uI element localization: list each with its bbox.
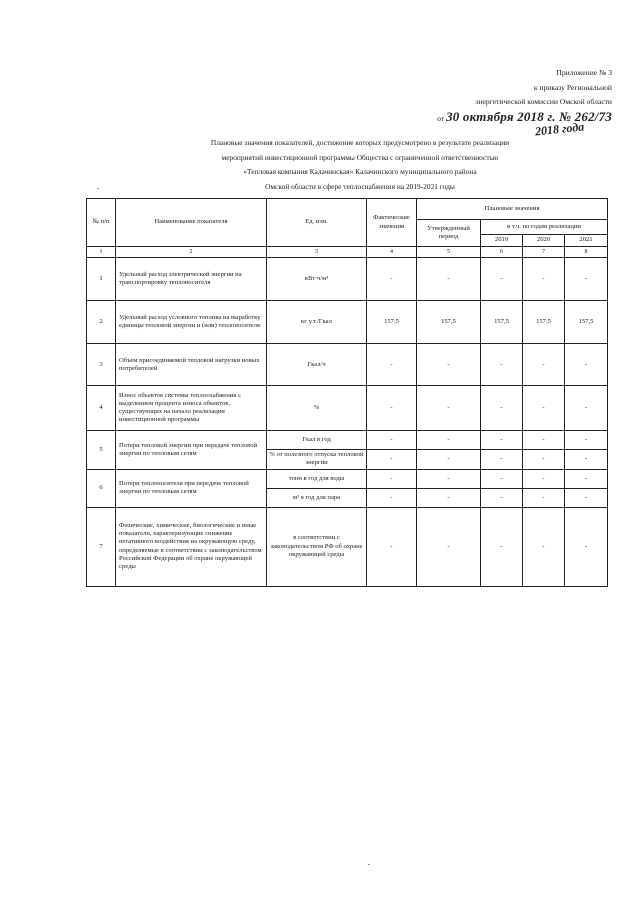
value-2021: - <box>565 507 608 586</box>
row-number: 7 <box>87 507 116 586</box>
indicator-name: Потери теплоносителя при передаче тепловой энергии по тепловым сетям <box>116 469 267 507</box>
col-number: 2 <box>116 247 267 258</box>
row-number: 2 <box>87 301 116 344</box>
table-row <box>87 344 608 386</box>
scan-speck <box>97 188 99 189</box>
table-row <box>87 469 608 488</box>
indicator-unit: Гкал в год <box>267 431 367 450</box>
value-2020: - <box>523 386 565 431</box>
value-actual: - <box>367 431 417 450</box>
value-2021: - <box>565 469 608 488</box>
approval-line-2: к приказу Региональной <box>533 82 612 92</box>
value-2019: - <box>481 258 523 301</box>
indicator-unit: % <box>267 386 367 431</box>
value-approved: - <box>417 344 481 386</box>
col-number: 8 <box>565 247 608 258</box>
approval-line-3: энергетической комиссии Омской области <box>475 97 612 106</box>
value-actual: - <box>367 507 417 586</box>
col-number: 5 <box>417 247 481 258</box>
value-2020: - <box>523 469 565 488</box>
row-number: 5 <box>87 431 116 469</box>
approval-block <box>412 66 612 126</box>
header-approved: Утвержденный период <box>417 220 481 247</box>
value-2020: 157,5 <box>523 301 565 344</box>
value-actual: - <box>367 258 417 301</box>
value-2021: - <box>565 431 608 450</box>
header-row-1 <box>87 199 608 220</box>
indicator-unit: Гкал/ч <box>267 344 367 386</box>
value-2019: - <box>481 344 523 386</box>
indicator-name: Объем присоединяемой тепловой нагрузки новых потребителей <box>116 344 267 386</box>
column-number-row <box>87 247 608 258</box>
value-actual: - <box>367 386 417 431</box>
date-prefix: от <box>437 113 445 123</box>
indicator-name: Удельный расход условного топлива на выработку единицы тепловой энергии и (или) теплоносителя <box>116 301 267 344</box>
value-approved: - <box>417 450 481 469</box>
value-2019: - <box>481 431 523 450</box>
col-number: 3 <box>267 247 367 258</box>
value-2019: - <box>481 488 523 507</box>
value-2021: - <box>565 488 608 507</box>
header-2020: 2020 <box>523 235 565 247</box>
title-line-4: Омской области в сфере теплоснабжения на 2019-2021 годы <box>265 181 455 191</box>
value-approved: - <box>417 386 481 431</box>
value-2020: - <box>523 431 565 450</box>
title-line-2: мероприятий инвестиционной программы Общества с ограниченной ответственностью <box>221 152 499 162</box>
value-actual: - <box>367 344 417 386</box>
value-2021: - <box>565 344 608 386</box>
table-row <box>87 431 608 450</box>
value-actual: - <box>367 469 417 488</box>
row-number: 3 <box>87 344 116 386</box>
indicator-unit: % от полезного отпуска тепловой энергии <box>267 450 367 469</box>
header-actual: Фактические значения <box>367 199 417 247</box>
header-2021: 2021 <box>565 235 608 247</box>
value-approved: 157,5 <box>417 301 481 344</box>
value-2019: - <box>481 507 523 586</box>
approval-line-1: Приложение № 3 <box>556 68 612 77</box>
value-approved: - <box>417 431 481 450</box>
document-title <box>150 136 570 194</box>
value-2019: - <box>481 386 523 431</box>
value-2019: - <box>481 469 523 488</box>
value-actual: - <box>367 450 417 469</box>
title-line-1: Плановые значения показателей, достижение которых предусмотрено в результате реализации <box>210 138 510 147</box>
col-number: 7 <box>523 247 565 258</box>
value-2020: - <box>523 488 565 507</box>
value-2020: - <box>523 258 565 301</box>
header-num: № п/п <box>87 199 116 247</box>
indicator-name: Потери тепловой энергии при передаче тепловой энергии по тепловым сетям <box>116 431 267 469</box>
header-name: Наименование показателя <box>116 199 267 247</box>
value-approved: - <box>417 258 481 301</box>
value-2021: - <box>565 258 608 301</box>
handwritten-year: 2018 года <box>534 119 585 139</box>
value-2021: - <box>565 386 608 431</box>
indicator-unit: в соответствии с законодательством РФ об охране окружающей среды <box>267 507 367 586</box>
indicator-unit: тонн в год для воды <box>267 469 367 488</box>
value-actual: 157,5 <box>367 301 417 344</box>
value-2020: - <box>523 344 565 386</box>
value-2020: - <box>523 450 565 469</box>
header-planned: Плановые значения <box>417 199 608 220</box>
value-2021: 157,5 <box>565 301 608 344</box>
indicator-name: Износ объектов системы теплоснабжения с выделением процента износа объектов, существующих на начало реализации инвестиционной программы <box>116 386 267 431</box>
table-row <box>87 258 608 301</box>
value-2019: 157,5 <box>481 301 523 344</box>
row-number: 1 <box>87 258 116 301</box>
scan-speck <box>368 864 370 865</box>
value-approved: - <box>417 488 481 507</box>
table-row <box>87 386 608 431</box>
value-2020: - <box>523 507 565 586</box>
table-row <box>87 507 608 586</box>
value-actual: - <box>367 488 417 507</box>
value-approved: - <box>417 507 481 586</box>
indicators-table <box>86 198 608 587</box>
value-2021: - <box>565 450 608 469</box>
row-number: 6 <box>87 469 116 507</box>
value-approved: - <box>417 469 481 488</box>
table-row <box>87 301 608 344</box>
col-number: 1 <box>87 247 116 258</box>
indicator-unit: м³ в год для пара <box>267 488 367 507</box>
header-by-years: в т.ч. по годам реализации <box>481 220 608 235</box>
header-unit: Ед. изм. <box>267 199 367 247</box>
col-number: 6 <box>481 247 523 258</box>
title-line-3: «Тепловая компания Калачинская» Калачинского муниципального района <box>243 167 477 176</box>
header-2019: 2019 <box>481 235 523 247</box>
row-number: 4 <box>87 386 116 431</box>
indicator-name: Физические, химические, биологические и иные показатели, характеризующие снижение негативного воздействия на окружающую среду, определяемые в соответствии с законодательством Российской Федерации об охране окружающей среды <box>116 507 267 586</box>
handwritten-date: 30 октября 2018 г. № 262/73 <box>446 108 612 124</box>
indicator-unit: кВт ч/м³ <box>267 258 367 301</box>
value-2019: - <box>481 450 523 469</box>
indicator-unit: кг у.т./Гкал <box>267 301 367 344</box>
indicator-name: Удельный расход электрической энергии на транспортировку теплоносителя <box>116 258 267 301</box>
col-number: 4 <box>367 247 417 258</box>
